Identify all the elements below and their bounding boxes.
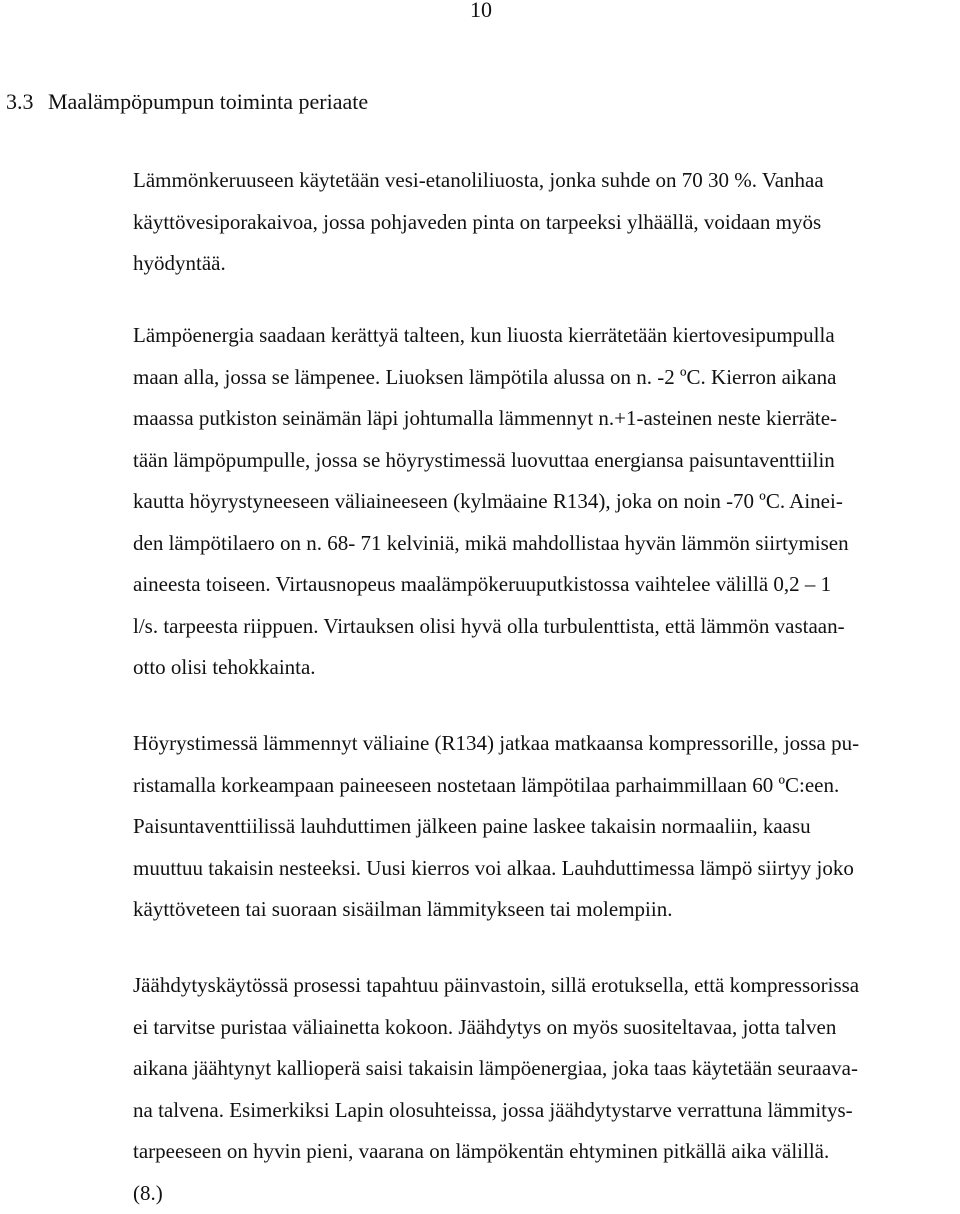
text-line: muuttuu takaisin nesteeksi. Uusi kierros voi alkaa. Lauhduttimessa lämpö siirtyy joko bbox=[133, 848, 859, 890]
text-line: (8.) bbox=[133, 1173, 859, 1214]
section-number: 3.3 bbox=[6, 88, 48, 116]
text-line: Höyrystimessä lämmennyt väliaine (R134) jatkaa matkaansa kompressorille, jossa pu- bbox=[133, 723, 859, 765]
text-line: aineesta toiseen. Virtausnopeus maalämpökeruuputkistossa vaihtelee välillä 0,2 – 1 bbox=[133, 564, 849, 606]
section-heading bbox=[6, 88, 368, 116]
text-line: käyttövesiporakaivoa, jossa pohjaveden pinta on tarpeeksi ylhäällä, voidaan myös bbox=[133, 202, 824, 244]
page-number: 10 bbox=[470, 0, 492, 24]
text-line: Jäähdytyskäytössä prosessi tapahtuu päinvastoin, sillä erotuksella, että kompressorissa bbox=[133, 965, 859, 1007]
text-line: kautta höyrystyneeseen väliaineeseen (kylmäaine R134), joka on noin -70 ºC. Ainei- bbox=[133, 481, 849, 523]
paragraph-3 bbox=[133, 723, 859, 931]
text-line: maan alla, jossa se lämpenee. Liuoksen lämpötila alussa on n. -2 ºC. Kierron aikana bbox=[133, 357, 849, 399]
text-line: maassa putkiston seinämän läpi johtumalla lämmennyt n.+1-asteinen neste kierräte- bbox=[133, 398, 849, 440]
section-title: Maalämpöpumpun toiminta periaate bbox=[48, 89, 368, 114]
text-line: na talvena. Esimerkiksi Lapin olosuhteissa, jossa jäähdytystarve verrattuna lämmitys- bbox=[133, 1090, 859, 1132]
text-line: ei tarvitse puristaa väliainetta kokoon. Jäähdytys on myös suositeltavaa, jotta talven bbox=[133, 1007, 859, 1049]
text-line: Lämmönkeruuseen käytetään vesi-etanoliliuosta, jonka suhde on 70 30 %. Vanhaa bbox=[133, 160, 824, 202]
text-line: käyttöveteen tai suoraan sisäilman lämmitykseen tai molempiin. bbox=[133, 889, 859, 931]
text-line: otto olisi tehokkainta. bbox=[133, 647, 849, 689]
text-line: l/s. tarpeesta riippuen. Virtauksen olisi hyvä olla turbulenttista, että lämmön vastaan- bbox=[133, 606, 849, 648]
text-line: ristamalla korkeampaan paineeseen nostetaan lämpötilaa parhaimmillaan 60 ºC:een. bbox=[133, 765, 859, 807]
text-line: Lämpöenergia saadaan kerättyä talteen, kun liuosta kierrätetään kiertovesipumpulla bbox=[133, 315, 849, 357]
text-line: aikana jäähtynyt kalliоperä saisi takaisin lämpöenergiaa, joka taas käytetään seuraava- bbox=[133, 1048, 859, 1090]
paragraph-2 bbox=[133, 315, 849, 689]
text-line: den lämpötilaero on n. 68- 71 kelviniä, mikä mahdollistaa hyvän lämmön siirtymisen bbox=[133, 523, 849, 565]
text-line: tarpeeseen on hyvin pieni, vaarana on lämpökentän ehtyminen pitkällä aika välillä. bbox=[133, 1131, 859, 1173]
text-line: Paisuntaventtiilissä lauhduttimen jälkeen paine laskee takaisin normaaliin, kaasu bbox=[133, 806, 859, 848]
paragraph-4 bbox=[133, 965, 859, 1214]
text-line: hyödyntää. bbox=[133, 243, 824, 285]
text-line: tään lämpöpumpulle, jossa se höyrystimessä luovuttaa energiansa paisuntaventtiilin bbox=[133, 440, 849, 482]
paragraph-1 bbox=[133, 160, 824, 285]
